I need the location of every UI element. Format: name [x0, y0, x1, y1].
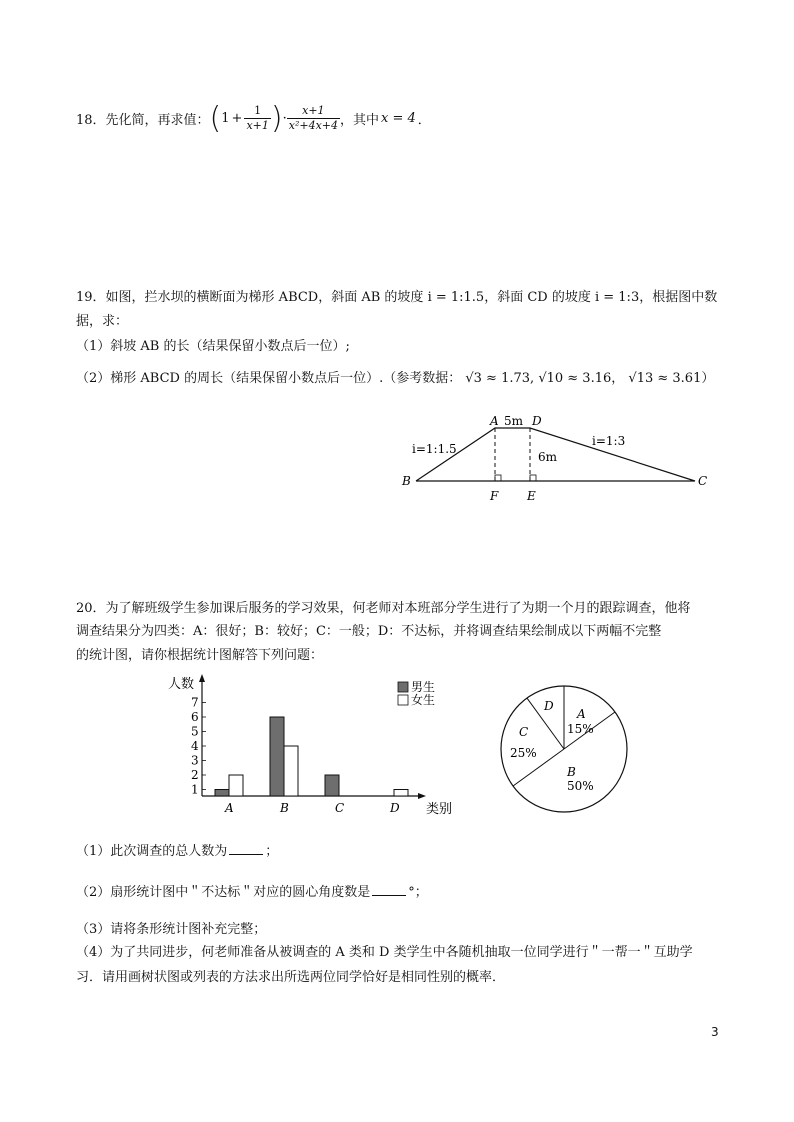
pie-pct-c: 25% [510, 746, 537, 760]
label-c: C [698, 474, 708, 488]
q19-line-2: 据，求： [76, 314, 129, 329]
bar-male [325, 775, 339, 796]
bar-chart-xlabel: 类别 [426, 802, 453, 817]
ref-sqrt3: √3 ≈ 1.73 [465, 371, 531, 386]
y-tick-label: 2 [191, 768, 199, 782]
label-a: A [490, 414, 499, 428]
q18-tail-end: ． [417, 112, 431, 128]
ref-sep-2: ， [611, 371, 625, 386]
ref-sep-1: , [530, 371, 535, 386]
y-tick-label: 5 [191, 724, 199, 739]
label-height: 6m [538, 450, 558, 464]
y-tick-label: 7 [191, 695, 199, 710]
q20-sub-4-line-2: 习．请用画树状图或列表的方法求出所选两位同学恰好是相同性别的概率． [76, 970, 506, 985]
legend-label-female: 女生 [411, 693, 436, 707]
bar-female [229, 775, 243, 796]
page-number: 3 [711, 1025, 719, 1039]
q20-sub-2-text: （2）扇形统计图中＂不达标＂对应的圆心角度数是 [76, 885, 371, 900]
q19-part-1: （1）斜坡 AB 的长（结果保留小数点后一位）; [76, 339, 350, 354]
pie-label-d: D [544, 699, 554, 713]
bar-chart-ylabel: 人数 [168, 677, 195, 692]
legend-swatch-male [398, 682, 408, 692]
q20-sub-2-end: °； [408, 885, 428, 900]
x-axis-arrow [418, 793, 426, 799]
pie-label-b: B [567, 765, 576, 779]
q18-one: 1 [221, 110, 230, 126]
q20-line-1: 20．为了解班级学生参加课后服务的学习效果，何老师对本班部分学生进行了为期一个月的跟踪调查，他将 [76, 601, 691, 616]
label-f: F [490, 489, 499, 503]
q18-dot: · [282, 110, 287, 126]
q18-f2-den: x²+4x+4 [288, 118, 338, 132]
bar-female [284, 746, 298, 796]
pie-label-c: C [519, 725, 529, 739]
q20-line-3: 的统计图，请你根据统计图解答下列问题： [76, 648, 324, 663]
q19-part-2-text: （2）梯形 ABCD 的周长（结果保留小数点后一位）.（参考数据： [76, 371, 462, 386]
answer-blank-2[interactable] [372, 883, 406, 896]
q18-f1-den: x+1 [246, 118, 269, 132]
answer-blank-1[interactable] [229, 842, 263, 855]
q18-fraction-2 [287, 104, 340, 133]
legend-label-male: 男生 [411, 680, 436, 694]
q18-plus: + [231, 110, 243, 126]
q19-line-1: 19．如图，拦水坝的横断面为梯形 ABCD，斜面 AB 的坡度 i = 1:1.5，斜面 CD 的坡度 i = 1:3，根据图中数 [76, 290, 718, 305]
y-tick-label: 1 [191, 782, 199, 797]
q18-f1-num: 1 [244, 104, 270, 119]
pie-pct-b: 50% [567, 779, 594, 793]
q20-sub-1 [76, 840, 278, 859]
q18 [76, 98, 431, 138]
label-b: B [402, 474, 411, 488]
q18-fraction-1 [244, 104, 270, 133]
x-tick-label: D [390, 801, 400, 815]
q18-intro: 18．先化简，再求值： [76, 112, 210, 128]
q18-condition: x = 4 [381, 110, 416, 126]
x-tick-label: C [335, 801, 345, 815]
x-tick-label: A [225, 801, 234, 815]
q20-line-2: 调查结果分为四类：A：很好；B：较好；C：一般；D：不达标，并将调查结果绘制成以下两幅不完整 [76, 624, 662, 639]
pie-chart [495, 672, 645, 822]
bar-male [270, 717, 284, 796]
y-tick-label: 6 [191, 710, 199, 724]
q20-sub-4-line-1: （4）为了共同进步，何老师准备从被调查的 A 类和 D 类学生中各随机抽取一位同学进行＂一帮一＂互助学 [76, 945, 693, 960]
y-tick-label: 3 [191, 753, 199, 768]
label-top-length: 5m [504, 414, 524, 428]
q18-f2-num: x+1 [287, 104, 340, 119]
q20-sub-2 [76, 881, 428, 900]
label-slope-left: i=1:1.5 [412, 442, 457, 456]
bar-male [215, 790, 229, 797]
bar-chart-marks [191, 674, 426, 815]
q20-sub-1-end: ； [265, 844, 279, 859]
right-angle-f [495, 475, 501, 481]
q18-tail-pre: ，其中 [339, 112, 379, 128]
x-tick-label: B [280, 801, 289, 815]
ref-sqrt13: √13 ≈ 3.61 [628, 371, 702, 386]
left-paren: ( [209, 100, 222, 136]
q20-sub-3: （3）请将条形统计图补充完整； [76, 922, 267, 937]
q19-part-2 [76, 367, 714, 386]
trapezoid-figure [390, 408, 720, 508]
y-axis-arrow [199, 674, 205, 682]
y-tick-label: 4 [191, 739, 199, 753]
label-d: D [532, 414, 542, 428]
pie-label-a: A [577, 707, 586, 721]
ref-sqrt10: √10 ≈ 3.16 [538, 371, 612, 386]
legend-swatch-female [398, 695, 408, 705]
label-e: E [527, 489, 536, 503]
right-paren: ) [270, 100, 283, 136]
right-angle-e [530, 475, 536, 481]
q20-sub-1-text: （1）此次调查的总人数为 [76, 844, 228, 859]
pie-pct-a: 15% [567, 722, 594, 736]
bar-female [394, 790, 408, 797]
label-slope-right: i=1:3 [592, 434, 626, 448]
bar-chart [160, 672, 460, 820]
ref-close: ） [701, 371, 715, 386]
